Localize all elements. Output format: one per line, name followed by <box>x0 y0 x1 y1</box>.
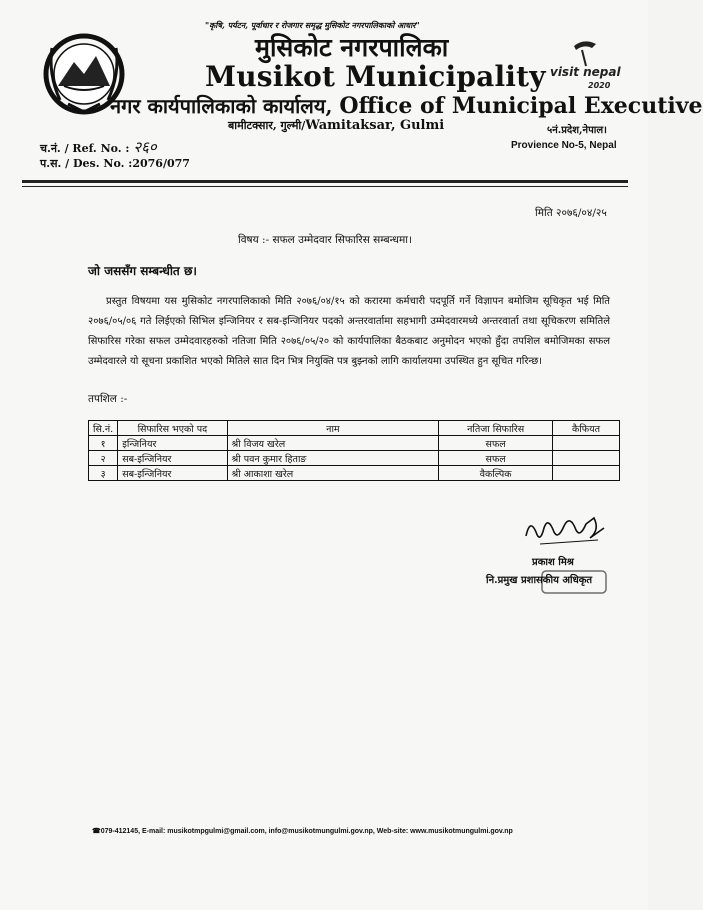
cell-result: वैकल्पिक <box>439 466 553 481</box>
visit-nepal-text: visit nepal <box>550 65 621 79</box>
cell-result: सफल <box>439 436 553 451</box>
col-remarks: कैफियत <box>553 421 620 436</box>
municipality-name-english: Musikot Municipality <box>205 60 546 93</box>
cell-name: श्री पवन कुमार हिताङ <box>227 451 439 466</box>
letter-subject: विषय :- सफल उम्मेदवार सिफारिस सम्बन्धमा। <box>238 234 412 246</box>
cell-position: सब-इन्जिनियर <box>118 466 227 481</box>
address-nepali: बामीटक्सार, गुल्मी/ <box>228 119 306 132</box>
cell-serial: १ <box>89 436 118 451</box>
ref-number <box>40 137 157 157</box>
address-english: Wamitaksar, Gulmi <box>305 118 445 133</box>
ref-value: २६० <box>133 138 157 156</box>
office-line <box>110 92 703 119</box>
signatory-title: नि.प्रमुख प्रशासकीय अधिकृत <box>486 575 593 586</box>
details-label: तपशिल :- <box>88 393 128 405</box>
table-row <box>89 451 620 466</box>
des-value: 2076/077 <box>132 157 190 170</box>
cell-remarks <box>553 466 620 481</box>
municipality-name-nepali: मुसिकोट नगरपालिका <box>255 33 449 62</box>
footer-contact: ☎079-412145, E-mail: musikotmpgulmi@gmail.com, info@musikotmungulmi.gov.np, Web-site: www.musikotmungulmi.gov.np <box>92 828 513 835</box>
header-divider <box>22 180 628 183</box>
cell-serial: ३ <box>89 466 118 481</box>
cell-result: सफल <box>439 451 553 466</box>
cell-position: इन्जिनियर <box>118 436 227 451</box>
visit-nepal-year: 2020 <box>588 81 611 90</box>
province-nepali: ५नं.प्रदेश,नेपाल। <box>547 125 607 136</box>
table-row <box>89 436 620 451</box>
cell-remarks <box>553 436 620 451</box>
table-header-row <box>89 421 620 436</box>
col-position: सिफारिस भएको पद <box>118 421 227 436</box>
results-table <box>88 420 620 481</box>
col-serial: सि.नं. <box>89 421 118 436</box>
cell-serial: २ <box>89 451 118 466</box>
letter-greeting: जो जससँग सम्बन्धीत छ। <box>88 264 197 278</box>
signatory-name: प्रकाश मिश्र <box>532 557 574 568</box>
cell-position: सब-इन्जिनियर <box>118 451 227 466</box>
office-nepali: नगर कार्यपालिकाको कार्यालय, <box>110 94 333 118</box>
cell-remarks <box>553 451 620 466</box>
header-divider-thin <box>22 186 628 187</box>
cell-name: श्री विजय खरेल <box>227 436 439 451</box>
office-english: Office of Municipal Executive <box>339 93 703 119</box>
signature-icon <box>520 510 610 550</box>
slogan: "कृषि, पर्यटन, पूर्वाधार र रोजगार समृद्ध मुसिकोट नगरपालिकाको आधार" <box>205 20 420 30</box>
table-row <box>89 466 620 481</box>
letter-body: प्रस्तुत विषयमा यस मुसिकोट नगरपालिकाको मिति २०७६/०४/१५ को करारमा कर्मचारी पदपूर्ति गर्ने विज्ञापन बमोजिम सूचिकृत भई मिति २०७६/०५/०६ गते लिईएको सिभिल इन्जिनियर र सब-इन्जिनियर पदको अन्तरवार्तामा सहभागी उम्मेदवारमध्ये अन्तरवार्ता तथा सूचिकरण समितिले सिफारिस गरेका सफल उम्मेदवारहरुको नतिजा मिति २०७६/०५/२० को कार्यपालिका बैठकबाट अनुमोदन भएको हुँदा तपशिल बमोजिमका सफल उम्मेदवारले यो सूचना प्रकाशित भएको मितिले सात दिन भित्र नियुक्ति पत्र बुझ्नको लागि कार्यालयमा उपस्थित हुन सूचित गरिन्छ। <box>88 296 610 367</box>
col-name: नाम <box>227 421 439 436</box>
des-number <box>40 156 190 171</box>
province-english: Provience No-5, Nepal <box>511 140 617 151</box>
col-result: नतिजा सिफारिस <box>439 421 553 436</box>
des-label: प.स. / Des. No. : <box>40 157 133 170</box>
letter-date: मिति २०७६/०४/२५ <box>535 207 607 219</box>
cell-name: श्री आकाशा खरेल <box>227 466 439 481</box>
ref-label: च.नं. / Ref. No. : <box>40 142 130 155</box>
address-line <box>228 118 444 133</box>
visit-nepal-logo-icon <box>548 36 620 96</box>
